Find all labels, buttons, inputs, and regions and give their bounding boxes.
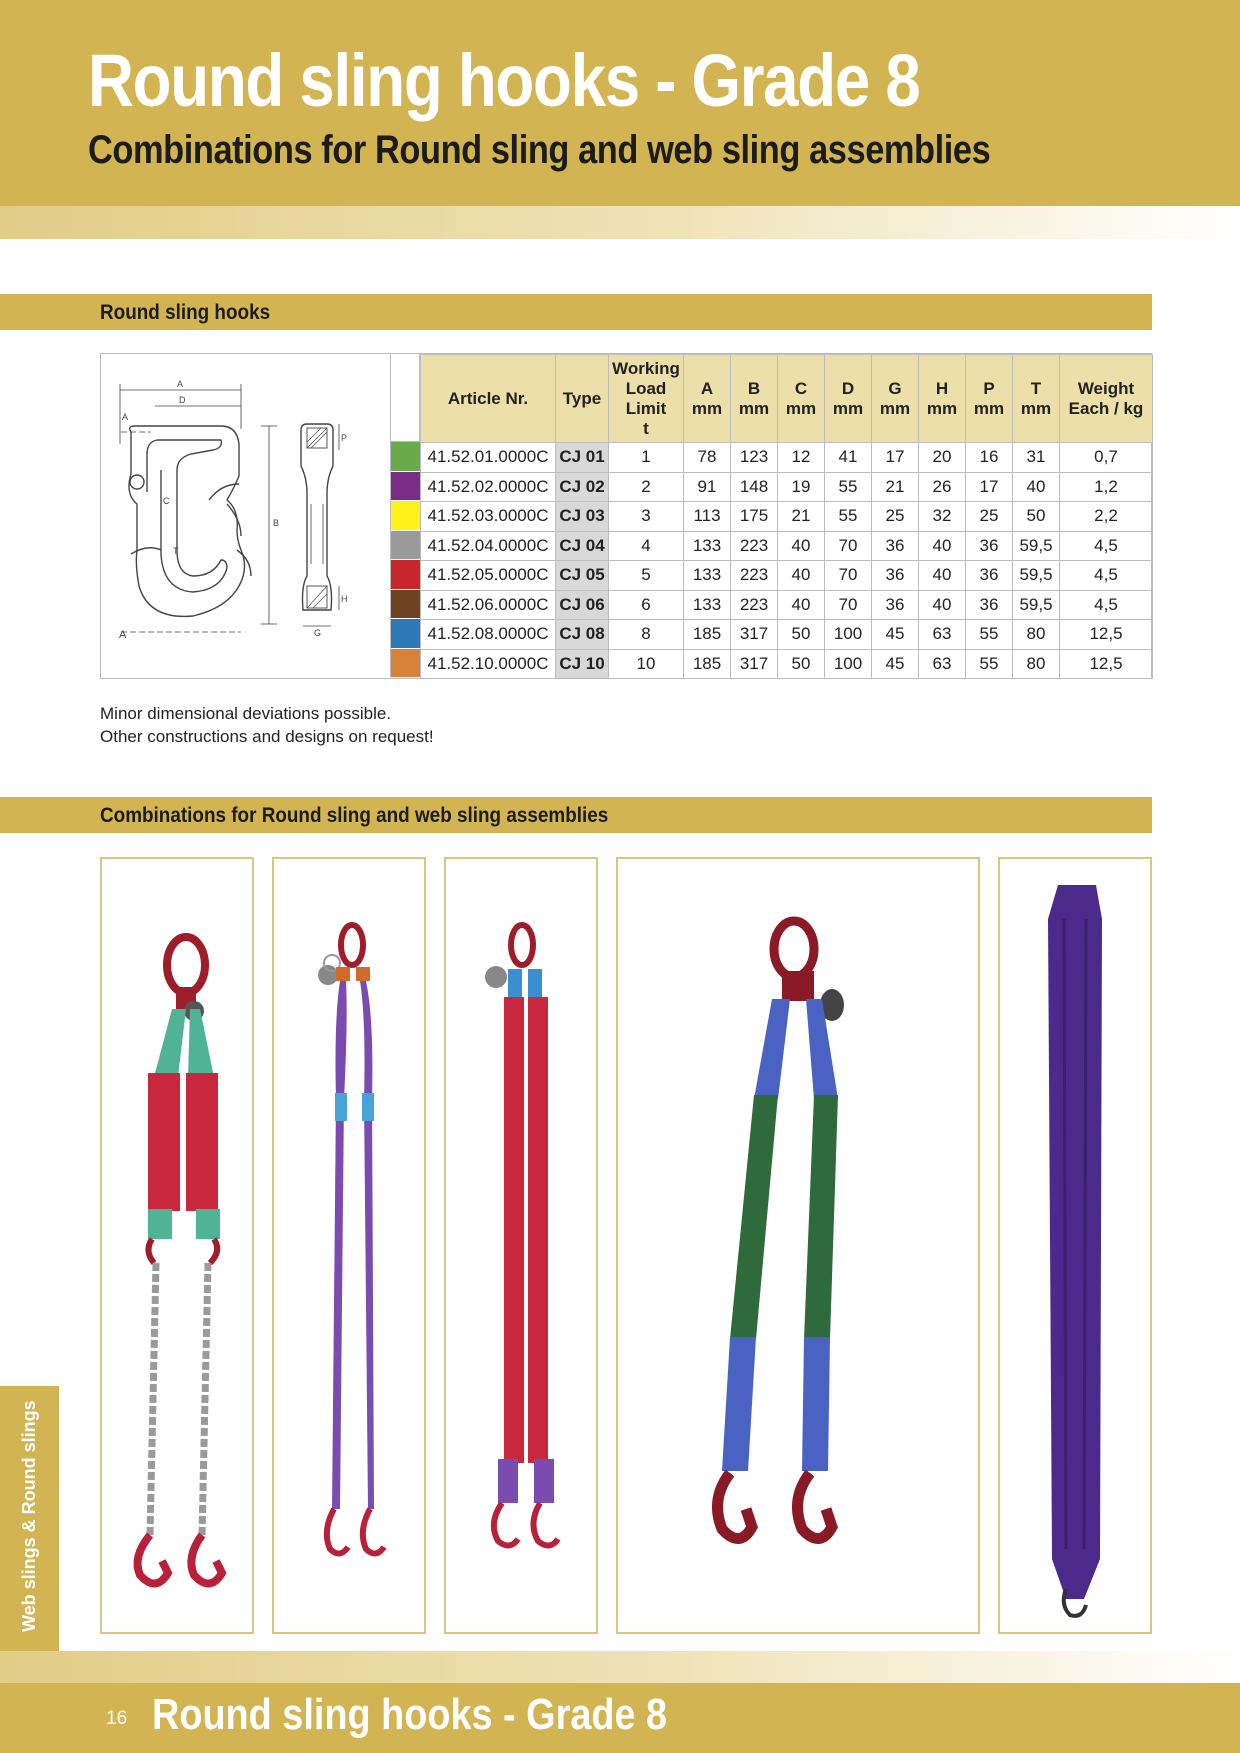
footer-fade (0, 1651, 1240, 1683)
color-swatch (391, 501, 420, 531)
col-header-a: A mm (684, 355, 731, 443)
col-header-c: C mm (778, 355, 825, 443)
col-header-p: P mm (966, 355, 1013, 443)
cell-h: 63 (919, 620, 966, 650)
header-fade (0, 206, 1240, 239)
cell-d: 70 (825, 531, 872, 561)
cell-g: 36 (872, 531, 919, 561)
color-swatch (391, 590, 420, 620)
hook-drawing-svg (101, 354, 391, 678)
cell-p: 25 (966, 502, 1013, 532)
cell-d: 70 (825, 561, 872, 591)
drawing-label-d: D (179, 395, 186, 405)
cell-h: 40 (919, 531, 966, 561)
cell-g: 21 (872, 472, 919, 502)
cell-p: 17 (966, 472, 1013, 502)
cell-b: 123 (731, 443, 778, 473)
cell-type: CJ 01 (556, 443, 609, 473)
cell-g: 36 (872, 590, 919, 620)
cell-a: 113 (684, 502, 731, 532)
table-row (421, 443, 1153, 473)
product-photo-single-round-sling (998, 857, 1152, 1634)
cell-weight: 0,7 (1060, 443, 1153, 473)
single-sling-image (1000, 859, 1150, 1632)
cell-p: 16 (966, 443, 1013, 473)
cell-t: 80 (1013, 620, 1060, 650)
chain-sling-image (102, 859, 252, 1632)
cell-weight: 2,2 (1060, 502, 1153, 532)
cell-p: 55 (966, 620, 1013, 650)
cell-t: 80 (1013, 649, 1060, 679)
spec-table (420, 354, 1153, 679)
cell-h: 32 (919, 502, 966, 532)
cell-c: 50 (778, 620, 825, 650)
drawing-label-g: G (314, 628, 322, 638)
cell-type: CJ 04 (556, 531, 609, 561)
product-photo-red-round-sling (444, 857, 598, 1634)
color-swatch (391, 619, 420, 649)
cell-wll: 6 (609, 590, 684, 620)
spec-table-body (421, 443, 1153, 679)
hook-technical-drawing (101, 354, 391, 678)
product-photo-chain-sling (100, 857, 254, 1634)
color-swatch (391, 472, 420, 502)
cell-article: 41.52.01.0000C (421, 443, 556, 473)
cell-article: 41.52.05.0000C (421, 561, 556, 591)
cell-a: 133 (684, 531, 731, 561)
cell-b: 223 (731, 590, 778, 620)
cell-b: 223 (731, 561, 778, 591)
cell-t: 31 (1013, 443, 1060, 473)
footer-title: Round sling hooks - Grade 8 (152, 1690, 668, 1739)
col-header-wll: Working Load Limit t (609, 355, 684, 443)
cell-h: 26 (919, 472, 966, 502)
col-header-article: Article Nr. (421, 355, 556, 443)
cell-article: 41.52.04.0000C (421, 531, 556, 561)
cell-article: 41.52.08.0000C (421, 620, 556, 650)
col-header-b: B mm (731, 355, 778, 443)
cell-type: CJ 05 (556, 561, 609, 591)
cell-type: CJ 06 (556, 590, 609, 620)
cell-weight: 4,5 (1060, 561, 1153, 591)
cell-wll: 2 (609, 472, 684, 502)
cell-d: 100 (825, 649, 872, 679)
color-swatch (391, 649, 420, 679)
cell-p: 55 (966, 649, 1013, 679)
cell-weight: 1,2 (1060, 472, 1153, 502)
cell-wll: 3 (609, 502, 684, 532)
cell-g: 17 (872, 443, 919, 473)
section-title: Round sling hooks (100, 301, 271, 324)
drawing-label-b: B (273, 518, 280, 528)
table-header-row (421, 355, 1153, 443)
cell-d: 100 (825, 620, 872, 650)
cell-b: 223 (731, 531, 778, 561)
table-row (421, 472, 1153, 502)
purple-sling-image (274, 859, 424, 1632)
red-sling-image (446, 859, 596, 1632)
cell-g: 36 (872, 561, 919, 591)
col-header-h: H mm (919, 355, 966, 443)
cell-d: 55 (825, 502, 872, 532)
cell-p: 36 (966, 561, 1013, 591)
col-header-weight: Weight Each / kg (1060, 355, 1153, 443)
cell-weight: 12,5 (1060, 649, 1153, 679)
table-row (421, 561, 1153, 591)
cell-c: 21 (778, 502, 825, 532)
cell-a: 185 (684, 649, 731, 679)
note-line: Other constructions and designs on request! (100, 727, 434, 746)
section-title: Combinations for Round sling and web sling assemblies (100, 804, 609, 827)
table-row (421, 620, 1153, 650)
cell-t: 40 (1013, 472, 1060, 502)
cell-article: 41.52.06.0000C (421, 590, 556, 620)
table-row (421, 531, 1153, 561)
cell-b: 148 (731, 472, 778, 502)
cell-c: 40 (778, 561, 825, 591)
page-number: 16 (106, 1708, 128, 1729)
cell-t: 59,5 (1013, 531, 1060, 561)
col-header-g: G mm (872, 355, 919, 443)
product-photo-web-sling (616, 857, 980, 1634)
drawing-label-c: C (163, 496, 170, 506)
col-header-type: Type (556, 355, 609, 443)
notes (100, 702, 434, 748)
web-sling-image (618, 859, 978, 1632)
cell-p: 36 (966, 590, 1013, 620)
cell-wll: 10 (609, 649, 684, 679)
cell-h: 40 (919, 561, 966, 591)
cell-t: 59,5 (1013, 590, 1060, 620)
cell-type: CJ 08 (556, 620, 609, 650)
cell-t: 50 (1013, 502, 1060, 532)
cell-type: CJ 02 (556, 472, 609, 502)
cell-a: 133 (684, 590, 731, 620)
cell-d: 55 (825, 472, 872, 502)
side-tab-label: Web slings & Round slings (19, 1400, 39, 1632)
section-bar-round-sling-hooks (0, 294, 1152, 330)
cell-type: CJ 10 (556, 649, 609, 679)
cell-type: CJ 03 (556, 502, 609, 532)
note-line: Minor dimensional deviations possible. (100, 704, 392, 723)
cell-wll: 8 (609, 620, 684, 650)
cell-h: 20 (919, 443, 966, 473)
cell-g: 25 (872, 502, 919, 532)
table-row (421, 649, 1153, 679)
cell-wll: 4 (609, 531, 684, 561)
cell-c: 40 (778, 531, 825, 561)
cell-weight: 4,5 (1060, 531, 1153, 561)
cell-b: 175 (731, 502, 778, 532)
cell-article: 41.52.10.0000C (421, 649, 556, 679)
cell-g: 45 (872, 649, 919, 679)
cell-b: 317 (731, 620, 778, 650)
cell-wll: 5 (609, 561, 684, 591)
cell-b: 317 (731, 649, 778, 679)
cell-a: 133 (684, 561, 731, 591)
cell-h: 40 (919, 590, 966, 620)
cell-weight: 12,5 (1060, 620, 1153, 650)
color-swatch-column (391, 354, 420, 678)
col-header-t: T mm (1013, 355, 1060, 443)
cell-d: 70 (825, 590, 872, 620)
cell-d: 41 (825, 443, 872, 473)
cell-t: 59,5 (1013, 561, 1060, 591)
table-row (421, 590, 1153, 620)
section-bar-combinations (0, 797, 1152, 833)
cell-c: 19 (778, 472, 825, 502)
drawing-label-a-left: A (122, 412, 129, 422)
drawing-label-t: T (173, 546, 179, 556)
drawing-label-h: H (341, 594, 348, 604)
swatch-header (391, 354, 420, 442)
page-title: Round sling hooks - Grade 8 (88, 39, 920, 122)
cell-g: 45 (872, 620, 919, 650)
cell-article: 41.52.02.0000C (421, 472, 556, 502)
product-photo-purple-round-sling (272, 857, 426, 1634)
cell-a: 78 (684, 443, 731, 473)
col-header-d: D mm (825, 355, 872, 443)
cell-c: 12 (778, 443, 825, 473)
swatch-list (391, 442, 420, 678)
color-swatch (391, 442, 420, 472)
cell-p: 36 (966, 531, 1013, 561)
page-subtitle: Combinations for Round sling and web sling assemblies (88, 128, 991, 172)
cell-weight: 4,5 (1060, 590, 1153, 620)
side-tab (0, 1386, 59, 1652)
color-swatch (391, 531, 420, 561)
cell-h: 63 (919, 649, 966, 679)
drawing-label-p: P (341, 433, 348, 443)
drawing-label-a-bottom: A (119, 629, 127, 641)
cell-c: 50 (778, 649, 825, 679)
cell-wll: 1 (609, 443, 684, 473)
cell-a: 185 (684, 620, 731, 650)
drawing-label-a-top: A (177, 379, 184, 389)
spec-table-container (100, 353, 1152, 679)
cell-article: 41.52.03.0000C (421, 502, 556, 532)
color-swatch (391, 560, 420, 590)
table-row (421, 502, 1153, 532)
cell-a: 91 (684, 472, 731, 502)
cell-c: 40 (778, 590, 825, 620)
